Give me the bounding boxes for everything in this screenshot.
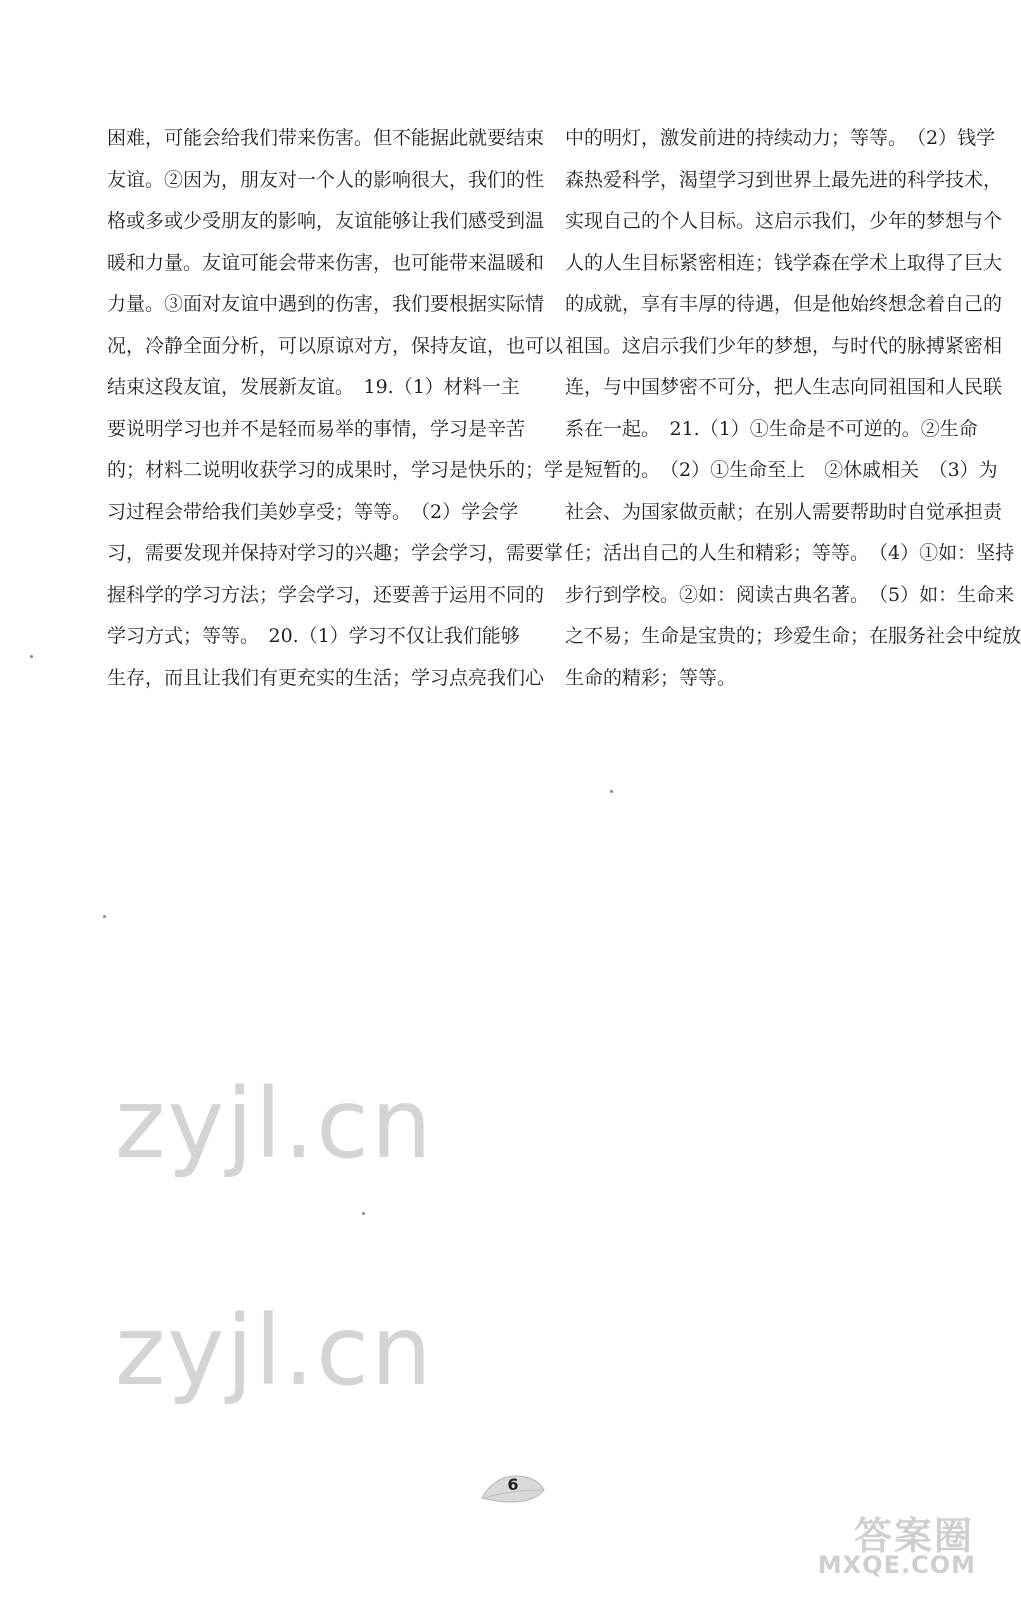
text-line: 之不易；生命是宝贵的；珍爱生命；在服务社会中绽放: [565, 625, 1021, 647]
text-line: 系在一起。 21.（1）①生命是不可逆的。②生命: [565, 417, 978, 440]
text-line: 暖和力量。友谊可能会带来伤害，也可能带来温暖和: [107, 251, 545, 274]
text-line: 学习方式；等等。 20.（1）学习不仅让我们能够: [107, 625, 520, 647]
scan-speck: [610, 790, 613, 793]
text-line: 况，冷静全面分析，可以原谅对方，保持友谊，也可以: [107, 334, 564, 357]
corner-logo-en: MXQE.COM: [817, 1551, 976, 1579]
text-line: 任；活出自己的人生和精彩；等等。 （4）①如：坚持: [565, 542, 1015, 564]
watermark-text: zyjl.cn: [115, 1295, 434, 1407]
right-text-column: [565, 118, 1021, 699]
text-line: 祖国。这启示我们少年的梦想，与时代的脉搏紧密相: [565, 334, 1003, 357]
text-line: 的成就，享有丰厚的待遇，但是他始终想念着自己的: [565, 293, 1003, 315]
scan-speck: [103, 915, 106, 918]
text-line: 连，与中国梦密不可分，把人生志向同祖国和人民联: [565, 376, 1003, 398]
corner-logo-cn: 答案圈: [853, 1514, 974, 1558]
text-line: 中的明灯，激发前进的持续动力；等等。 （2）钱学: [565, 127, 996, 149]
page-number: 6: [507, 1475, 519, 1494]
text-line: 结束这段友谊，发展新友谊。 19.（1）材料一主: [107, 376, 520, 398]
text-line: 要说明学习也并不是轻而易举的事情，学习是辛苦: [107, 417, 526, 440]
text-line: 人的人生目标紧密相连；钱学森在学术上取得了巨大: [565, 251, 1003, 274]
left-text-column: [107, 118, 564, 699]
text-line: 格或多或少受朋友的影响，友谊能够让我们感受到温: [107, 210, 545, 232]
text-line: 是短暂的。 （2）①生命至上 ②休戚相关 （3）为: [565, 459, 998, 481]
text-line: 森热爱科学，渴望学习到世界上最先进的科学技术，: [565, 168, 1003, 191]
page-number-badge: [478, 1468, 548, 1508]
corner-logo: [807, 1501, 982, 1586]
text-line: 实现自己的个人目标。这启示我们，少年的梦想与个: [565, 210, 1003, 232]
scan-speck: [30, 655, 33, 658]
scan-speck: [362, 1212, 365, 1215]
watermark-text: zyjl.cn: [115, 1068, 434, 1180]
text-line: 友谊。②因为，朋友对一个人的影响很大，我们的性: [107, 168, 545, 191]
text-line: 生命的精彩；等等。: [565, 666, 737, 689]
text-line: 的；材料二说明收获学习的成果时，学习是快乐的；学: [107, 459, 564, 481]
text-line: 困难，可能会给我们带来伤害。但不能据此就要结束: [107, 127, 545, 149]
text-line: 习，需要发现并保持对学习的兴趣；学会学习，需要掌: [107, 542, 564, 564]
text-line: 社会、为国家做贡献；在别人需要帮助时自觉承担责: [565, 500, 1003, 523]
text-line: 步行到学校。②如：阅读古典名著。 （5）如：生命来: [565, 583, 1015, 606]
text-line: 力量。③面对友谊中遇到的伤害，我们要根据实际情: [107, 293, 545, 315]
text-line: 生存，而且让我们有更充实的生活；学习点亮我们心: [107, 666, 545, 689]
text-line: 习过程会带给我们美妙享受；等等。 （2）学会学: [107, 500, 519, 523]
text-line: 握科学的学习方法；学会学习，还要善于运用不同的: [107, 583, 545, 606]
